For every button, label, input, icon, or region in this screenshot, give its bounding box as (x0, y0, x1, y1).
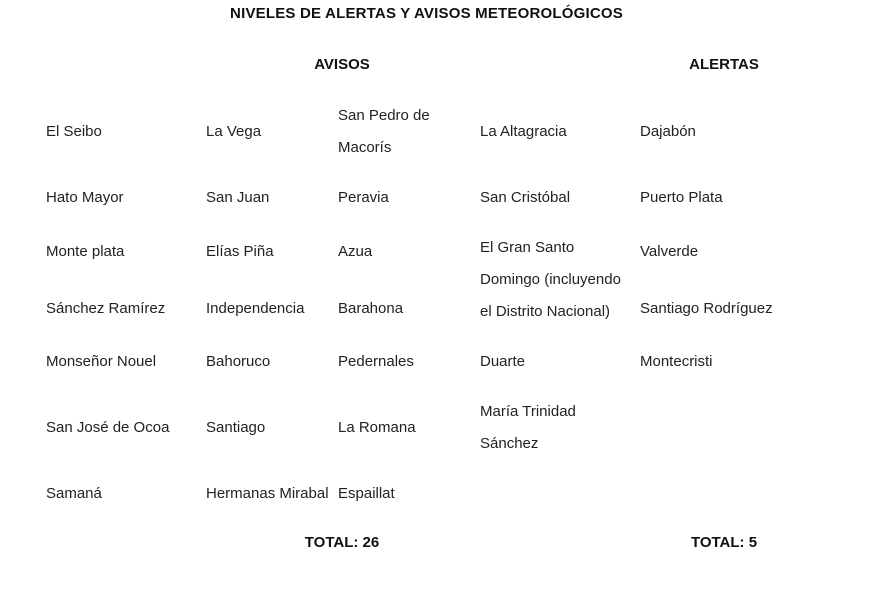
province-cell: María Trinidad Sánchez (480, 403, 576, 452)
province-cell: La Romana (338, 419, 416, 436)
province-cell: El Seibo (46, 123, 102, 140)
province-cell: Hato Mayor (46, 189, 124, 206)
province-cell: Azua (338, 243, 373, 260)
province-cell: Monte plata (46, 243, 125, 260)
alert-province-cell: Valverde (640, 243, 699, 260)
province-cell: Hermanas Mirabal (206, 485, 329, 502)
province-cell: Samaná (46, 485, 102, 502)
province-cell: San Pedro de Macorís (338, 107, 430, 156)
province-cell: La Vega (206, 123, 262, 140)
province-cell: Monseñor Nouel (46, 353, 157, 370)
province-cell: Espaillat (338, 485, 395, 502)
province-cell: Pedernales (338, 353, 414, 370)
province-cell: San José de Ocoa (46, 419, 170, 436)
province-cell: San Juan (206, 189, 270, 206)
page-title: NIVELES DE ALERTAS Y AVISOS METEOROLÓGICOS (230, 5, 623, 22)
province-cell: El Gran Santo Domingo (incluyendo el Distrito Nacional) (480, 239, 621, 320)
province-cell: Santiago (206, 419, 266, 436)
alertas-header: ALERTAS (689, 56, 759, 73)
province-cell: Sánchez Ramírez (46, 300, 166, 317)
province-cell: La Altagracia (480, 123, 567, 140)
alert-province-cell: Santiago Rodríguez (640, 300, 773, 317)
province-cell: Barahona (338, 300, 404, 317)
avisos-total: TOTAL: 26 (304, 534, 380, 551)
alertas-total: TOTAL: 5 (690, 534, 758, 551)
province-cell: Elías Piña (206, 243, 274, 260)
avisos-header: AVISOS (314, 56, 370, 73)
alert-province-cell: Dajabón (640, 123, 696, 140)
province-cell: Duarte (480, 353, 526, 370)
province-cell: San Cristóbal (480, 189, 571, 206)
alert-province-cell: Puerto Plata (640, 189, 723, 206)
province-cell: Bahoruco (206, 353, 271, 370)
province-cell: Peravia (338, 189, 389, 206)
province-cell: Independencia (206, 300, 305, 317)
alert-province-cell: Montecristi (640, 353, 713, 370)
